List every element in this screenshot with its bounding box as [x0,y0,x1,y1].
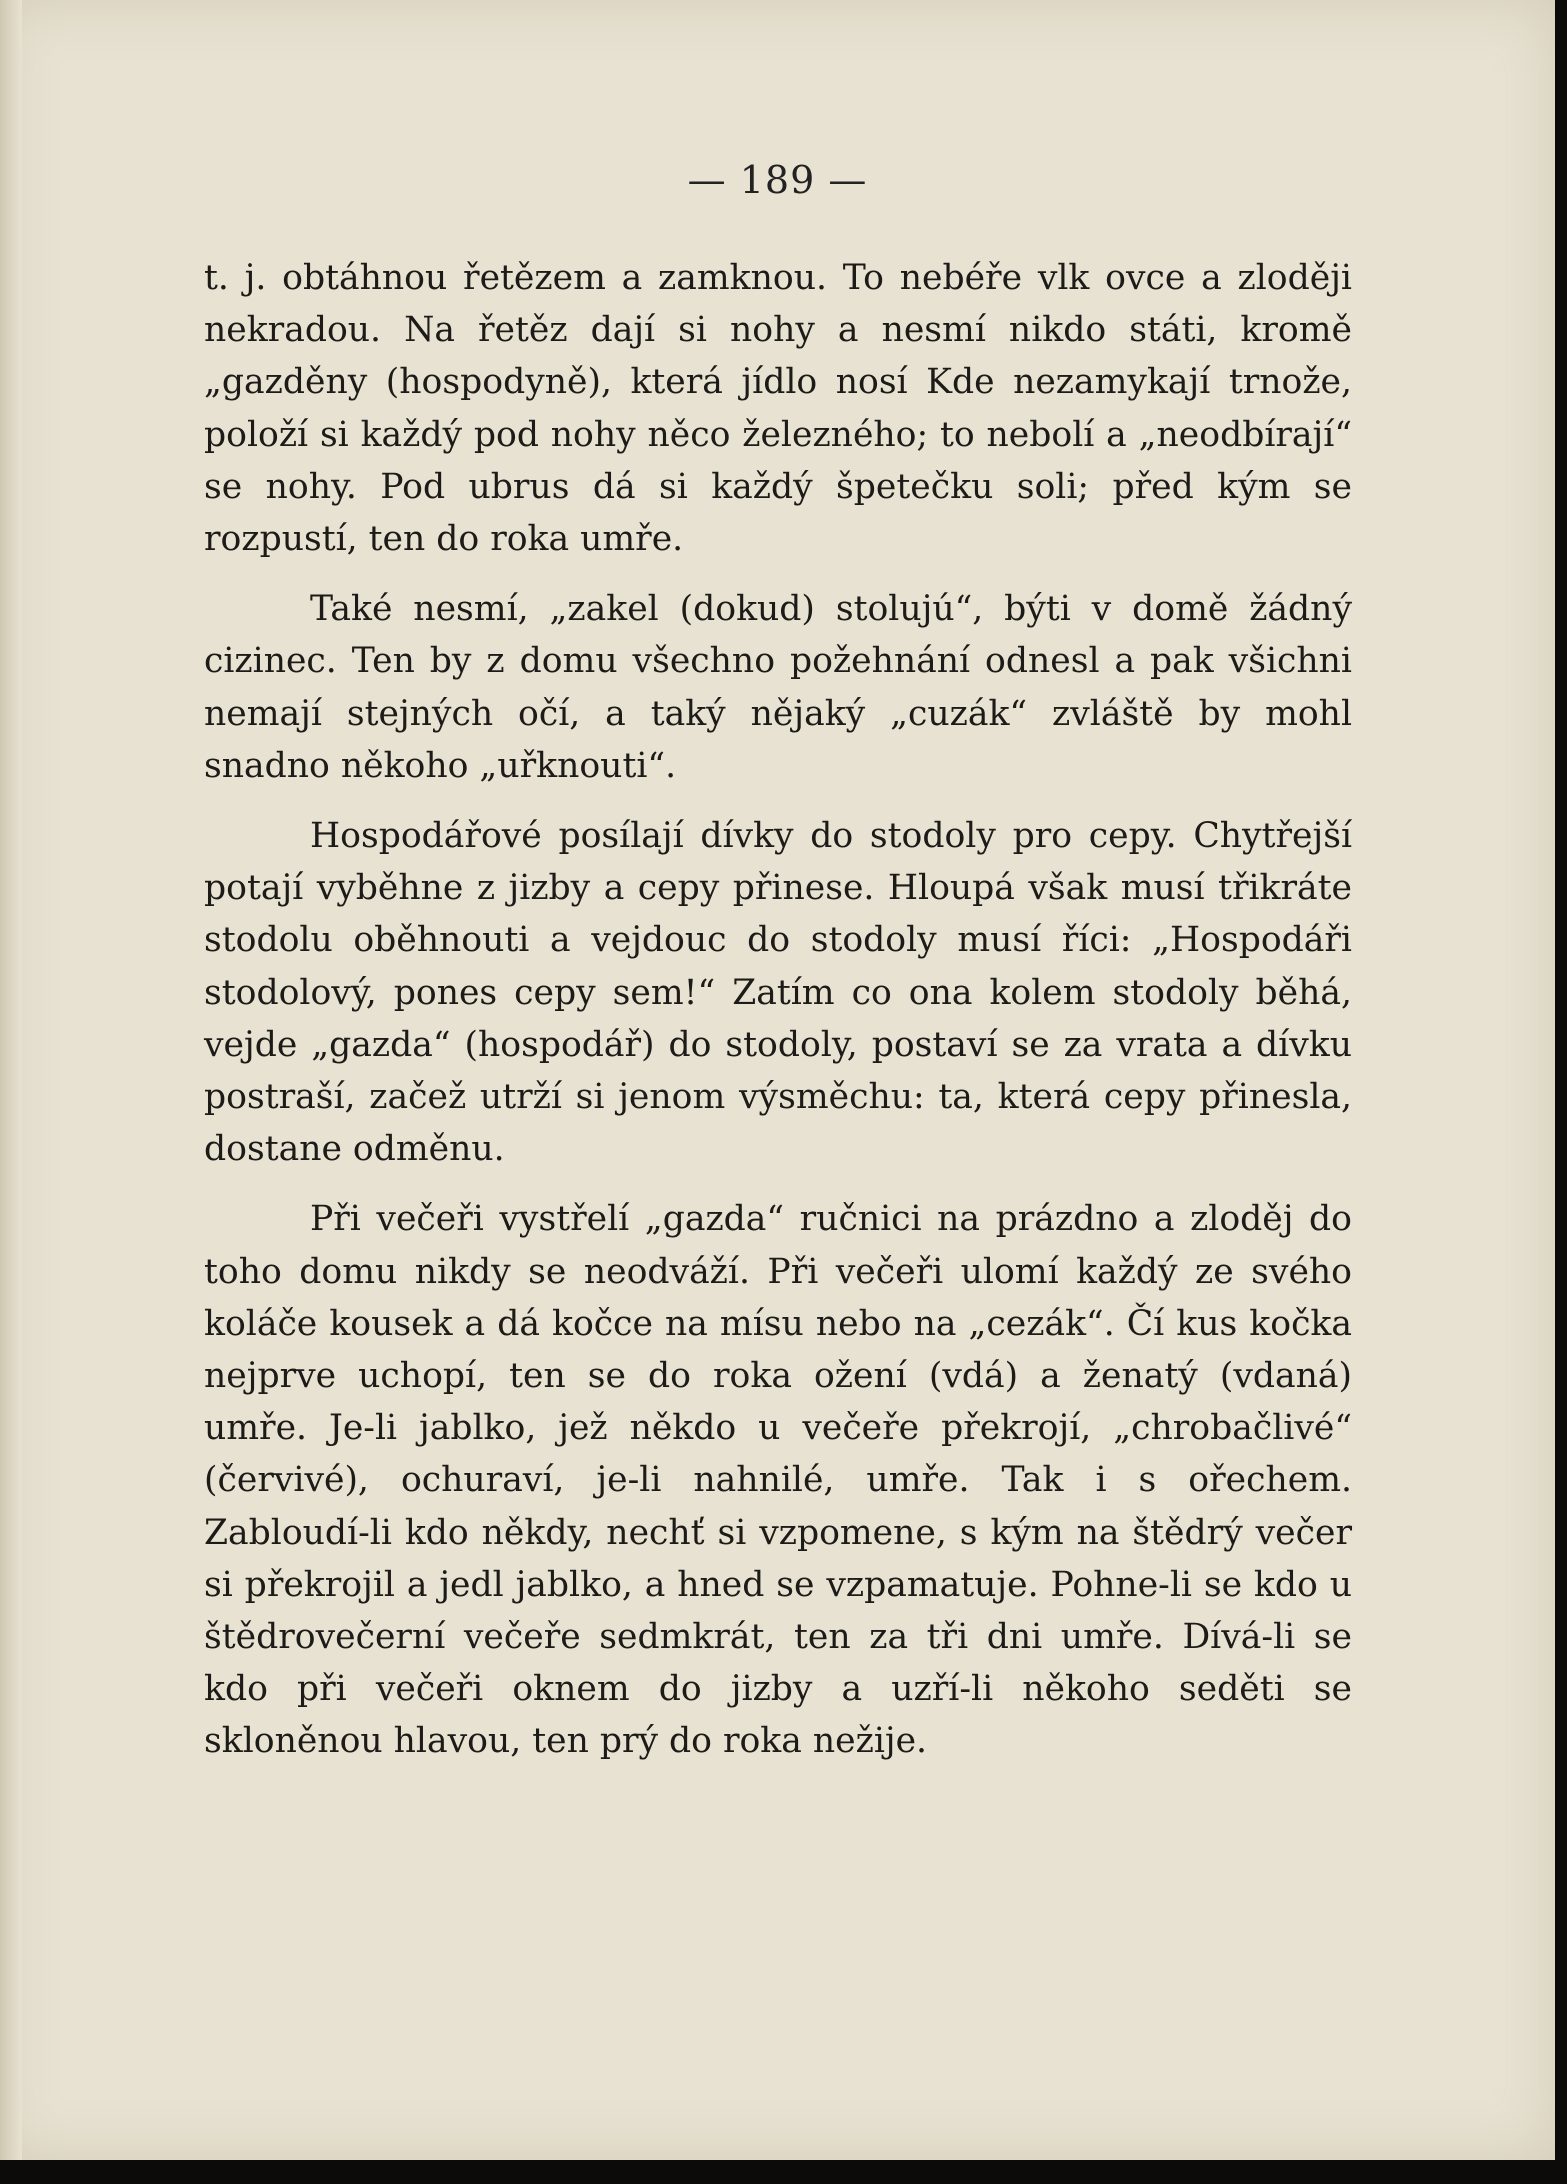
paragraph-1: t. j. obtáhnou řetězem a zamknou. To nebéře vlk ovce a zloději nekradou. Na řetěz dají si nohy a nesmí nikdo státi, kromě „gazděny (hospodyně), která jídlo nosí Kde nezamykají trnože, položí si každý pod nohy něco železného; to nebolí a „neodbírají“ se nohy. Pod ubrus dá si každý špetečku soli; před kým se rozpustí, ten do roka umře. [204,258,1352,560]
paragraph-4: Při večeři vystřelí „gazda“ ručnici na prázdno a zloděj do toho domu nikdy se neodváží. Při večeři ulomí každý ze svého koláče kousek a dá kočce na mísu nebo na „cezák“. Čí kus kočka nejprve uchopí, ten se do roka ožení (vdá) a ženatý (vdaná) umře. Je-li jablko, jež někdo u večeře překrojí, „chrobačlivé“ (červivé), ochuraví, je-li nahnilé, umře. Tak i s ořechem. Zabloudí-li kdo někdy, nechť si vzpomene, s kým na štědrý večer si překrojil a jedl jablko, a hned se vzpamatuje. Pohne-li se kdo u štědrovečerní večeře sedmkrát, ten za tři dni umře. Dívá-li se kdo při večeři oknem do jizby a uzří-li někoho seděti se skloněnou hlavou, ten prý do roka nežije. [204,1199,1352,1762]
page-number-header: — 189 — [687,158,868,202]
paragraph-2: Také nesmí, „zakel (dokud) stolujú“, býti v domě žádný cizinec. Ten by z domu všechno požehnání odnesl a pak všichni nemají stejných očí, a taký nějaký „cuzák“ zvláště by mohl snadno někoho „uřknouti“. [204,589,1352,786]
paragraph-3: Hospodářové posílají dívky do stodoly pro cepy. Chytřejší potají vyběhne z jizby a cepy přinese. Hloupá však musí třikráte stodolu oběhnouti a vejdouc do stodoly musí říci: „Hospodáři stodolový, pones cepy sem!“ Zatím co ona kolem stodoly běhá, vejde „gazda“ (hospodář) do stodoly, postaví se za vrata a dívku postraší, začež utrží si jenom výsměchu: ta, která cepy přinesla, dostane odměnu. [204,816,1352,1170]
page-spine-shadow [0,0,22,2160]
body-text [204,252,1352,1786]
